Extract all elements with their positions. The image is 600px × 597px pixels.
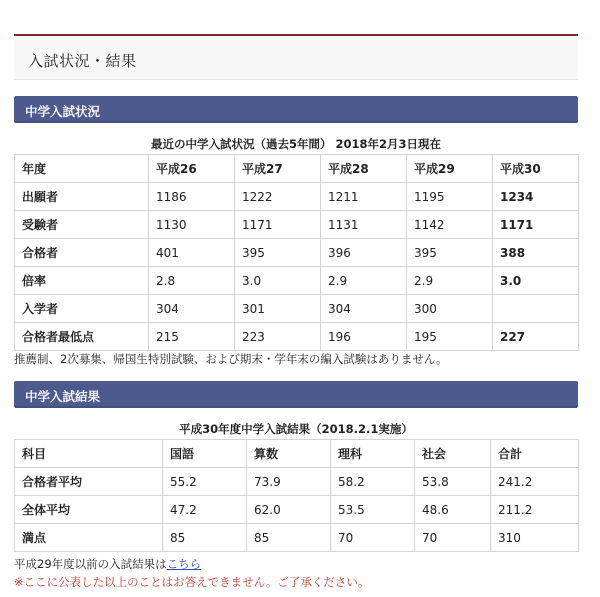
table-cell: 47.2 <box>163 496 247 524</box>
table-cell <box>493 295 579 323</box>
table-cell: 3.0 <box>493 267 579 295</box>
table-header-row <box>15 440 579 468</box>
table-cell: 395 <box>235 239 321 267</box>
table-cell: 70 <box>415 524 491 552</box>
table-row <box>15 267 579 295</box>
table-cell: 85 <box>247 524 331 552</box>
table-row <box>15 468 579 496</box>
table-row <box>15 295 579 323</box>
row-label: 満点 <box>15 524 163 552</box>
table-cell: 2.8 <box>149 267 235 295</box>
table-cell: 300 <box>407 295 493 323</box>
table-row <box>15 183 579 211</box>
table-cell: 58.2 <box>331 468 415 496</box>
table-cell: 1142 <box>407 211 493 239</box>
header-cell: 算数 <box>247 440 331 468</box>
table-cell: 2.9 <box>407 267 493 295</box>
row-label: 出願者 <box>15 183 149 211</box>
table-cell: 1131 <box>321 211 407 239</box>
table-cell: 62.0 <box>247 496 331 524</box>
table-cell: 304 <box>321 295 407 323</box>
table-cell: 196 <box>321 323 407 351</box>
header-cell: 年度 <box>15 155 149 183</box>
past-results-text: 平成29年度以前の入試結果は <box>14 557 167 571</box>
table-cell: 241.2 <box>491 468 579 496</box>
table-cell: 396 <box>321 239 407 267</box>
table-cell: 53.5 <box>331 496 415 524</box>
page-header <box>14 34 578 80</box>
table-cell: 2.9 <box>321 267 407 295</box>
section-title-status: 中学入試状況 <box>25 104 101 119</box>
results-table-caption: 平成30年度中学入試結果（2018.2.1実施） <box>179 422 413 436</box>
table-row <box>15 323 579 351</box>
header-cell: 平成26 <box>149 155 235 183</box>
disclaimer-warning: ※ここに公表した以上のことはお答えできません。ご了承ください。 <box>14 575 370 589</box>
header-cell: 社会 <box>415 440 491 468</box>
section-title-results: 中学入試結果 <box>25 389 101 404</box>
header-cell: 理科 <box>331 440 415 468</box>
table-cell: 1186 <box>149 183 235 211</box>
header-cell: 合計 <box>491 440 579 468</box>
row-label: 合格者最低点 <box>15 323 149 351</box>
row-label: 受験者 <box>15 211 149 239</box>
table-cell: 310 <box>491 524 579 552</box>
status-table-caption: 最近の中学入試状況（過去5年間） 2018年2月3日現在 <box>150 137 441 151</box>
table-cell: 1211 <box>321 183 407 211</box>
header-cell: 平成27 <box>235 155 321 183</box>
header-cell: 平成28 <box>321 155 407 183</box>
header-cell: 平成29 <box>407 155 493 183</box>
past-results-line <box>14 556 201 572</box>
table-cell: 401 <box>149 239 235 267</box>
table-cell: 227 <box>493 323 579 351</box>
header-cell: 国語 <box>163 440 247 468</box>
table-cell: 1130 <box>149 211 235 239</box>
table-row <box>15 211 579 239</box>
table-cell: 3.0 <box>235 267 321 295</box>
table-cell: 304 <box>149 295 235 323</box>
table-header-row <box>15 155 579 183</box>
row-label: 倍率 <box>15 267 149 295</box>
table-cell: 395 <box>407 239 493 267</box>
table-cell: 215 <box>149 323 235 351</box>
table-cell: 1195 <box>407 183 493 211</box>
results-table <box>14 439 579 552</box>
table-cell: 388 <box>493 239 579 267</box>
row-label: 合格者 <box>15 239 149 267</box>
table-cell: 1171 <box>235 211 321 239</box>
header-cell: 科目 <box>15 440 163 468</box>
page-title: 入試状況・結果 <box>28 52 137 70</box>
table-cell: 85 <box>163 524 247 552</box>
table-row <box>15 239 579 267</box>
table-cell: 48.6 <box>415 496 491 524</box>
table-cell: 55.2 <box>163 468 247 496</box>
table-row <box>15 524 579 552</box>
past-results-link[interactable]: こちら <box>166 557 202 571</box>
section-bar-results <box>14 381 578 408</box>
status-note: 推薦制、2次募集、帰国生特別試験、および期末・学年末の編入試験はありません。 <box>14 352 448 366</box>
row-label: 入学者 <box>15 295 149 323</box>
table-row <box>15 496 579 524</box>
table-cell: 301 <box>235 295 321 323</box>
table-cell: 1234 <box>493 183 579 211</box>
table-cell: 53.8 <box>415 468 491 496</box>
table-cell: 223 <box>235 323 321 351</box>
table-cell: 211.2 <box>491 496 579 524</box>
table-cell: 73.9 <box>247 468 331 496</box>
table-cell: 195 <box>407 323 493 351</box>
row-label: 全体平均 <box>15 496 163 524</box>
row-label: 合格者平均 <box>15 468 163 496</box>
status-table <box>14 154 579 351</box>
table-cell: 1171 <box>493 211 579 239</box>
header-cell: 平成30 <box>493 155 579 183</box>
section-bar-status <box>14 96 578 123</box>
table-cell: 1222 <box>235 183 321 211</box>
table-cell: 70 <box>331 524 415 552</box>
